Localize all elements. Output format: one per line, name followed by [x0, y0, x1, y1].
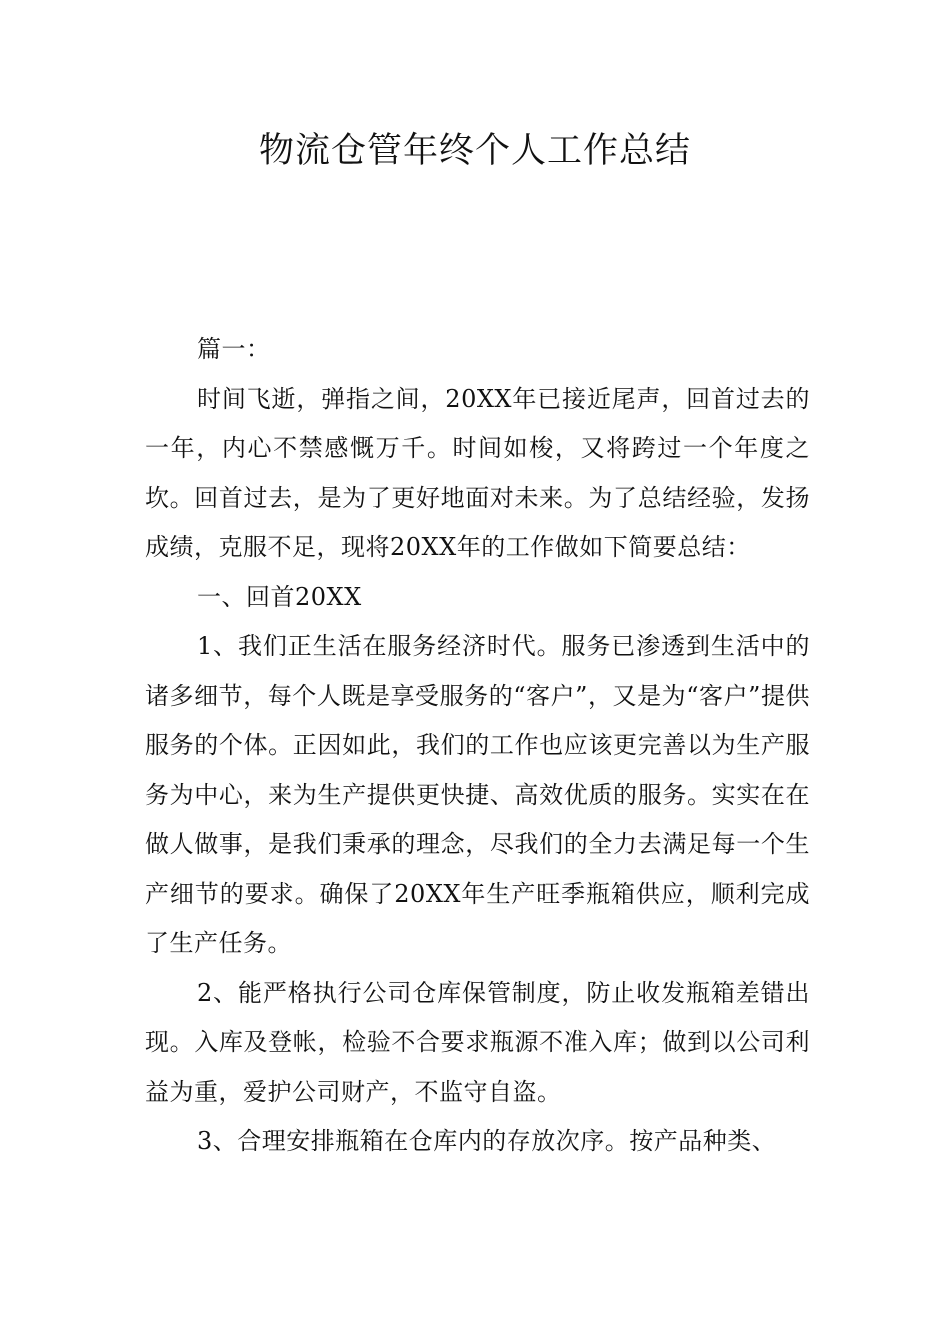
- paragraph-section-heading: 一、回首20XX: [197, 582, 362, 611]
- paragraph-item-3: 3、合理安排瓶箱在仓库内的存放次序。按产品种类、: [197, 1127, 777, 1155]
- document-title: 物流仓管年终个人工作总结: [258, 131, 691, 171]
- paragraph-item-2: 2、能严格执行公司仓库保管制度，防止收发瓶箱差错出现。入库及登帐，检验不合要求瓶源不准入库；做到以公司利益为重，爱护公司财产，不监守自盗。: [145, 978, 810, 1106]
- document-body: [145, 325, 810, 1167]
- paragraph-heading-part-one: 篇一：: [197, 335, 271, 363]
- paragraph-intro: 时间飞逝，弹指之间，20XX年已接近尾声，回首过去的一年，内心不禁感慨万千。时间如梭，又将跨过一个年度之坎。回首过去，是为了更好地面对未来。为了总结经验，发扬成绩，克服不足，现将20XX年的工作做如下简要总结：: [145, 384, 810, 561]
- paragraph-item-1: 1、我们正生活在服务经济时代。服务已渗透到生活中的诸多细节，每个人既是享受服务的“客户”，又是为“客户”提供服务的个体。正因如此，我们的工作也应该更完善以为生产服务为中心，来为生产提供更快捷、高效优质的服务。实实在在做人做事，是我们秉承的理念，尽我们的全力去满足每一个生产细节的要求。确保了20XX年生产旺季瓶箱供应，顺利完成了生产任务。: [145, 632, 810, 957]
